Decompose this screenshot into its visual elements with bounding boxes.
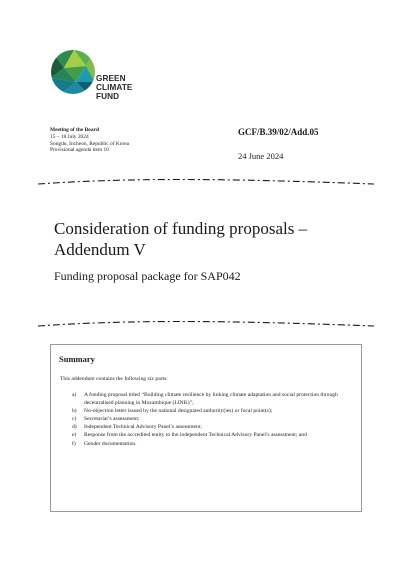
- list-item: [72, 424, 352, 432]
- meeting-location: Songdo, Incheon, Republic of Korea: [50, 140, 130, 147]
- summary-heading: Summary: [59, 354, 95, 364]
- document-reference: GCF/B.39/02/Add.05: [238, 127, 319, 137]
- list-item-text: Gender documentation.: [84, 440, 137, 447]
- meeting-dates: 15 – 18 July 2024: [50, 133, 89, 140]
- title-line-1: Consideration of funding proposals –: [54, 219, 308, 238]
- meeting-agenda: Provisional agenda item 10: [50, 147, 109, 154]
- list-item-label: d): [72, 424, 77, 431]
- list-item-label: f): [72, 440, 76, 447]
- list-item: [72, 432, 352, 440]
- document-date: 24 June 2024: [238, 151, 284, 161]
- list-item-label: b): [72, 407, 77, 414]
- list-item-text: No-objection letter issued by the national designated authority(ies) or focal point(s);: [84, 407, 273, 414]
- list-item-text: Secretariat’s assessment;: [84, 415, 140, 422]
- list-item-text: A funding proposal titled “Building climate resilience by linking climate adaptation and social protection through decentralised planning in Mozambique (LINK)”;: [84, 392, 338, 406]
- logo-line-climate: CLIMATE: [96, 83, 133, 92]
- list-item: [72, 408, 352, 416]
- title-line-2: Addendum V: [54, 240, 146, 259]
- list-item-label: a): [72, 392, 77, 398]
- list-item: [72, 441, 352, 449]
- logo-line-fund: FUND: [96, 92, 120, 101]
- logo-line-green: GREEN: [96, 74, 126, 83]
- list-item: [72, 392, 352, 407]
- list-item-text: Independent Technical Advisory Panel’s assessment;: [84, 424, 202, 431]
- meeting-title: Meeting of the Board: [50, 127, 99, 133]
- summary-intro: This addendum contains the following six parts:: [60, 376, 168, 382]
- wave-divider-top: [36, 176, 376, 188]
- logo-wordmark: [96, 74, 132, 101]
- wave-divider-bottom: [36, 318, 376, 330]
- page-subtitle: Funding proposal package for SAP042: [54, 269, 241, 283]
- list-item-label: e): [72, 432, 77, 439]
- globe-icon: [50, 48, 96, 96]
- list-item-text: Response from the accredited entity to the independent Technical Advisory Panel’s assessment; and: [84, 432, 307, 439]
- list-item-label: c): [72, 415, 77, 422]
- list-item: [72, 416, 352, 424]
- summary-box: [50, 344, 362, 512]
- summary-parts-list: [72, 392, 352, 449]
- page-title: [54, 218, 374, 260]
- meeting-info: [50, 127, 129, 154]
- gcf-logo: [50, 48, 150, 104]
